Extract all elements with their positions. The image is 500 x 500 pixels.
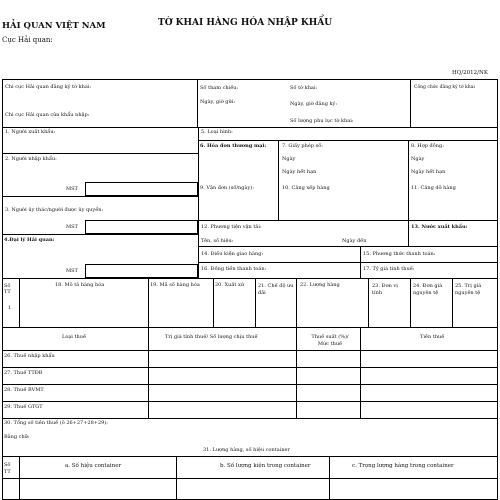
container-col-no: Số TT: [4, 462, 11, 475]
appendix-count: Số lượng phụ lục tờ khai:: [290, 118, 354, 124]
registering-officer: Công chức đăng ký tờ khai: [414, 85, 475, 90]
tax-col-type: Loại thuế: [62, 334, 87, 340]
agent-tax-code-box[interactable]: [85, 264, 198, 278]
license-date: Ngày: [282, 156, 296, 162]
payment-method-field: 15. Phương thức thanh toán:: [363, 251, 436, 257]
agency-name: HẢI QUAN VIỆT NAM: [2, 21, 106, 31]
importer-field: 2. Người nhập khẩu:: [5, 156, 57, 162]
declaration-number: Số tờ khai:: [290, 85, 318, 91]
tax-col-taxable-value: Trị giá tính thuế/ Số lượng chịu thuế: [165, 334, 258, 340]
exchange-rate-field: 17. Tỷ giá tính thuế:: [363, 266, 415, 272]
importer-tax-code-box[interactable]: [85, 182, 198, 196]
amount-in-words: Bằng chữ:: [4, 434, 30, 440]
container-col-weight: c. Trọng lượng hàng trong container: [352, 463, 454, 469]
goods-col-no: Số TT: [4, 283, 11, 295]
total-tax: 30. Tổng số tiền thuế (ô 26+27+28+29):: [4, 420, 108, 426]
container-col-packages: b. Số lượng kiện trong container: [220, 463, 311, 469]
registration-date: Ngày, giờ đăng ký:: [290, 101, 338, 107]
exporter-field: 1. Người xuất khẩu:: [5, 129, 56, 135]
delivery-terms-field: 14. Điều kiện giao hàng:: [201, 251, 264, 257]
bill-of-lading-field: 9. Vận đơn (số/ngày):: [200, 185, 254, 191]
contract-field: 8. Hợp đồng:: [411, 143, 444, 149]
vessel-name: Tên, số hiệu:: [201, 238, 234, 244]
entry-port-branch: Chi cục Hải quan cửa khẩu nhập:: [5, 112, 90, 118]
tax-col-amount: Tiền thuế: [420, 334, 445, 340]
authorized-person-field: 3. Người ủy thác/người được ủy quyền:: [5, 207, 104, 213]
tax-row-special: 27. Thuế TTĐB: [4, 370, 43, 376]
goods-col-description: 18. Mô tả hàng hóa: [55, 282, 105, 288]
license-expiry: Ngày hết hạn: [282, 169, 317, 175]
license-field: 7. Giấy phép số:: [282, 143, 323, 149]
customs-department: Cục Hải quan:: [2, 36, 53, 44]
importer-tax-code-label: MST: [66, 186, 78, 192]
reference-number: Số tham chiếu:: [200, 85, 239, 91]
arrival-date: Ngày đến: [342, 238, 367, 244]
discharge-port-field: 11. Cảng dỡ hàng: [411, 185, 456, 191]
authorized-tax-code-box[interactable]: [85, 220, 198, 234]
goods-col-unit: 23. Đơn vị tính: [372, 283, 398, 296]
goods-col-origin: 20. Xuất xứ: [215, 282, 245, 288]
form-title: TỜ KHAI HÀNG HÓA NHẬP KHẨU: [158, 18, 333, 28]
agent-tax-code-label: MST: [66, 268, 78, 274]
goods-col-unit-price: 24. Đơn giá nguyên tệ: [413, 283, 443, 296]
authorized-tax-code-label: MST: [66, 224, 78, 230]
payment-currency-field: 16. Đồng tiền thanh toán:: [201, 266, 267, 272]
tax-row-environment: 28. Thuế BVMT: [4, 387, 44, 393]
container-section-title: 31. Lượng hàng, số hiệu container: [203, 447, 290, 453]
tax-row-import: 26. Thuế nhập khẩu: [4, 353, 55, 359]
tax-row-vat: 29. Thuế GTGT: [4, 404, 43, 410]
send-date: Ngày, giờ gửi:: [200, 99, 235, 105]
goods-col-value: 25. Trị giá nguyên tệ: [455, 283, 482, 296]
customs-agent-field: 4.Đại lý Hải quan:: [4, 237, 55, 243]
commercial-invoice-field: 6. Hóa đơn thương mại:: [200, 143, 267, 149]
loading-port-field: 10. Cảng xếp hàng: [282, 185, 330, 191]
container-col-number: a. Số hiệu container: [65, 463, 122, 469]
import-type-field: 5. Loại hình:: [201, 129, 233, 135]
goods-col-preference: 21. Chế độ ưu đãi: [258, 283, 294, 296]
transport-field: 12. Phương tiện vận tải:: [201, 224, 262, 230]
goods-col-quantity: 22. Lượng hàng: [300, 282, 340, 288]
form-code: HQ/2012/NK: [452, 70, 488, 76]
registration-branch: Chi cục Hải quan đăng ký tờ khai:: [5, 84, 92, 90]
contract-expiry: Ngày hết hạn: [411, 169, 446, 175]
tax-col-rate: Thuế suất (%)/ Mức thuế: [311, 334, 349, 347]
goods-col-hs-code: 19. Mã số hàng hóa: [150, 282, 200, 288]
contract-date: Ngày: [411, 156, 425, 162]
export-country-field: 13. Nước xuất khẩu:: [411, 224, 468, 230]
goods-row-number: 1: [8, 305, 12, 311]
